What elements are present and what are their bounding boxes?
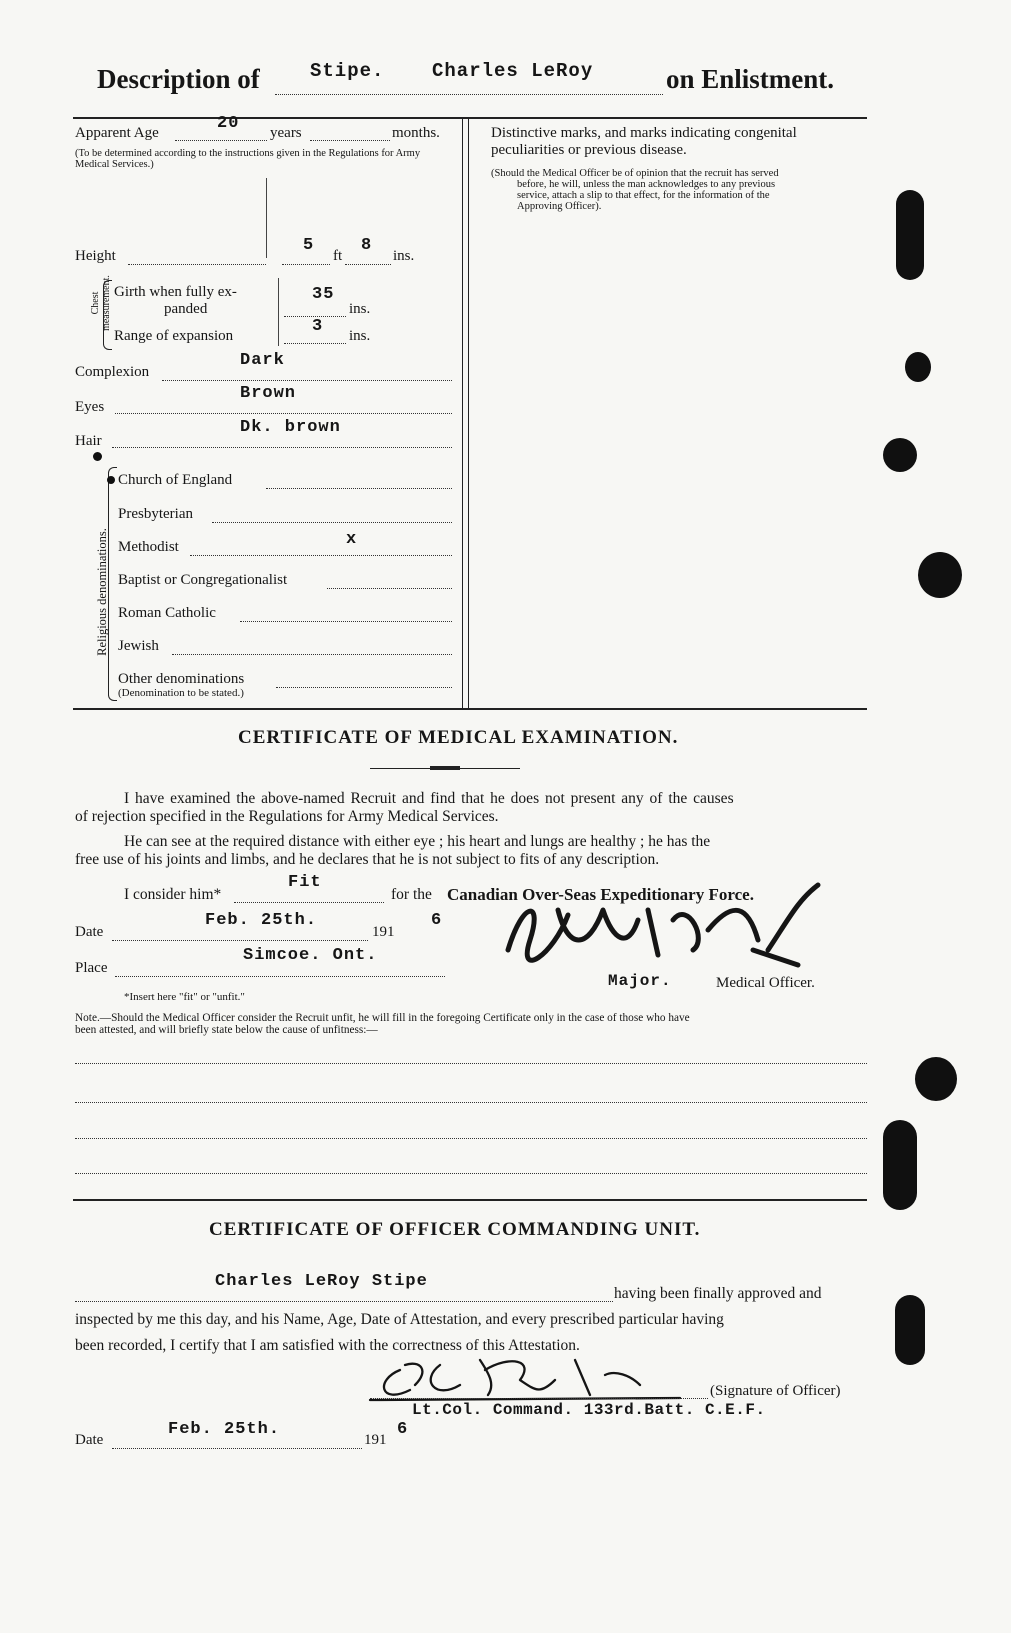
- religion-presbyterian: Presbyterian: [118, 506, 193, 522]
- header-prefix: Description of: [97, 64, 260, 94]
- medical-date-value: Feb. 25th.: [205, 911, 318, 930]
- commanding-line1-suffix: having been finally approved and: [614, 1285, 822, 1302]
- medical-para2-line2: free use of his joints and limbs, and he declares that he is not subject to fits of any description.: [75, 851, 660, 868]
- age-value: 20: [217, 114, 240, 133]
- religion-methodist: Methodist: [118, 539, 179, 555]
- ink-speck: [107, 476, 115, 484]
- religion-brace: [108, 467, 117, 701]
- table-bottom-rule: [73, 708, 867, 710]
- hair-label: Hair: [75, 433, 102, 449]
- binder-hole: [915, 1057, 957, 1101]
- commanding-date-label: Date: [75, 1432, 104, 1448]
- marks-note-4: Approving Officer).: [517, 201, 602, 212]
- eyes-line: [115, 413, 452, 414]
- consider-line: [234, 902, 384, 903]
- force-name: Canadian Over-Seas Expeditionary Force.: [447, 885, 754, 904]
- hair-value: Dk. brown: [240, 418, 341, 437]
- marks-note-2: before, he will, unless the man acknowledges to any previous: [517, 179, 776, 190]
- religion-line-6: [276, 687, 452, 688]
- height-in-value: 8: [361, 236, 373, 255]
- signature-line: [370, 1398, 708, 1399]
- eyes-value: Brown: [240, 384, 297, 403]
- unfitness-line-1: [75, 1063, 867, 1064]
- medical-place-line: [115, 976, 445, 977]
- complexion-line: [162, 380, 452, 381]
- binder-hole: [896, 190, 924, 280]
- medical-place-value: Simcoe. Ont.: [243, 946, 378, 965]
- measurement-column-rule: [266, 178, 267, 258]
- commanding-year-digit: 6: [397, 1420, 409, 1439]
- years-label: years: [270, 125, 302, 141]
- religion-church-of-england: Church of England: [118, 472, 233, 488]
- binder-hole: [895, 1295, 925, 1365]
- commanding-date-value: Feb. 25th.: [168, 1420, 281, 1439]
- age-note: (To be determined according to the instructions given in the Regulations for Army Medical Services.): [75, 148, 421, 170]
- religion-other: Other denominations: [118, 671, 245, 687]
- binder-hole: [883, 1120, 917, 1210]
- commanding-name-value: Charles LeRoy Stipe: [215, 1272, 428, 1291]
- range-value: 3: [312, 317, 324, 336]
- binder-hole: [883, 438, 917, 472]
- for-the-label: for the: [391, 886, 432, 903]
- header-given-names: Charles LeRoy: [432, 60, 594, 82]
- chest-value-rule: [278, 278, 279, 346]
- religion-line-3: [327, 588, 452, 589]
- months-label: months.: [392, 125, 440, 141]
- medical-para2-line1: He can see at the required distance with either eye ; his heart and lungs are healthy ; he has the: [124, 833, 711, 850]
- header-name-line: [275, 94, 663, 95]
- unfitness-line-3: [75, 1138, 867, 1139]
- medical-place-label: Place: [75, 960, 108, 976]
- religion-side-label: Religious denominations.: [95, 528, 109, 656]
- commanding-year-prefix: 191: [364, 1432, 387, 1448]
- range-ins-label: ins.: [349, 328, 371, 344]
- eyes-label: Eyes: [75, 399, 105, 415]
- commanding-date-line: [112, 1448, 362, 1449]
- medical-para1-line2: of rejection specified in the Regulations for Army Medical Services.: [75, 808, 499, 825]
- medical-date-label: Date: [75, 924, 104, 940]
- ins-label: ins.: [393, 248, 415, 264]
- table-top-rule: [73, 117, 867, 119]
- medical-date-line: [112, 940, 368, 941]
- consider-label: I consider him*: [124, 886, 222, 903]
- unfitness-line-2: [75, 1102, 867, 1103]
- header-surname: Stipe.: [310, 60, 385, 82]
- unfit-note-line1: Note.—Should the Medical Officer consider the Recruit unfit, he will fill in the foregoing Certificate only in the case of those who have: [75, 1012, 690, 1024]
- religion-jewish: Jewish: [118, 638, 159, 654]
- complexion-value: Dark: [240, 351, 285, 370]
- religion-roman-catholic: Roman Catholic: [118, 605, 216, 621]
- religion-line-4: [240, 621, 452, 622]
- denomination-note: (Denomination to be stated.): [118, 687, 244, 699]
- commanding-heading: CERTIFICATE OF OFFICER COMMANDING UNIT.: [209, 1219, 701, 1240]
- medical-officer-label: Medical Officer.: [716, 975, 815, 991]
- chest-side-label: Chest measurement.: [90, 275, 112, 331]
- age-label: Apparent Age: [75, 125, 159, 141]
- height-ft-value: 5: [303, 236, 315, 255]
- medical-officer-signature: [498, 880, 828, 980]
- girth-value: 35: [312, 285, 335, 304]
- hair-line: [112, 447, 452, 448]
- religion-line-0: [266, 488, 452, 489]
- marks-note-3: service, attach a slip to that effect, for the information of the: [517, 190, 770, 201]
- medical-year-digit: 6: [431, 911, 443, 930]
- binder-hole: [918, 552, 962, 598]
- commanding-line2: inspected by me this day, and his Name, Age, Date of Attestation, and every prescribed particular having: [75, 1311, 724, 1328]
- age-line: [175, 140, 267, 141]
- table-column-divider: [462, 118, 463, 708]
- height-in-line: [345, 264, 391, 265]
- commanding-name-line: [75, 1301, 613, 1302]
- range-label: Range of expansion: [114, 328, 234, 344]
- medical-para1-line1: I have examined the above-named Recruit and find that he does not present any of the causes: [124, 790, 734, 807]
- girth-label-1: Girth when fully ex-: [114, 284, 237, 300]
- unfit-note-line2: been attested, and will briefly state below the cause of unfitness:—: [75, 1024, 378, 1036]
- months-line: [310, 140, 390, 141]
- complexion-label: Complexion: [75, 364, 150, 380]
- height-label: Height: [75, 248, 116, 264]
- religion-line-2: [190, 555, 452, 556]
- range-line: [284, 343, 346, 344]
- medical-officer-rank: Major.: [608, 972, 672, 990]
- signature-label: (Signature of Officer): [710, 1383, 841, 1399]
- medical-heading-rule-center: [430, 766, 460, 770]
- ft-label: ft: [333, 248, 343, 264]
- marks-title-1: Distinctive marks, and marks indicating congenital: [491, 125, 797, 141]
- girth-label-2: panded: [164, 301, 208, 317]
- religion-methodist-mark: x: [346, 530, 358, 549]
- chest-brace: [103, 280, 112, 350]
- marks-title-2: peculiarities or previous disease.: [491, 142, 687, 158]
- height-line: [128, 264, 266, 265]
- ink-speck: [93, 452, 102, 461]
- commanding-officer-title: Lt.Col. Command. 133rd.Batt. C.E.F.: [412, 1401, 766, 1419]
- marks-note-1: (Should the Medical Officer be of opinion that the recruit has served: [491, 168, 779, 179]
- consider-value: Fit: [288, 873, 322, 892]
- medical-heading: CERTIFICATE OF MEDICAL EXAMINATION.: [238, 727, 679, 748]
- height-ft-line: [282, 264, 330, 265]
- binder-hole: [905, 352, 931, 382]
- medical-year-prefix: 191: [372, 924, 395, 940]
- section-rule: [73, 1199, 867, 1201]
- unfitness-line-4: [75, 1173, 867, 1174]
- table-column-divider-inner: [468, 118, 469, 708]
- commanding-line3: been recorded, I certify that I am satisfied with the correctness of this Attestation.: [75, 1337, 580, 1354]
- girth-ins-label: ins.: [349, 301, 371, 317]
- religion-line-1: [212, 522, 452, 523]
- header-suffix: on Enlistment.: [666, 64, 835, 94]
- religion-baptist: Baptist or Congregationalist: [118, 572, 288, 588]
- commanding-officer-signature: [360, 1340, 700, 1410]
- religion-line-5: [172, 654, 452, 655]
- insert-note: *Insert here "fit" or "unfit.": [124, 991, 245, 1003]
